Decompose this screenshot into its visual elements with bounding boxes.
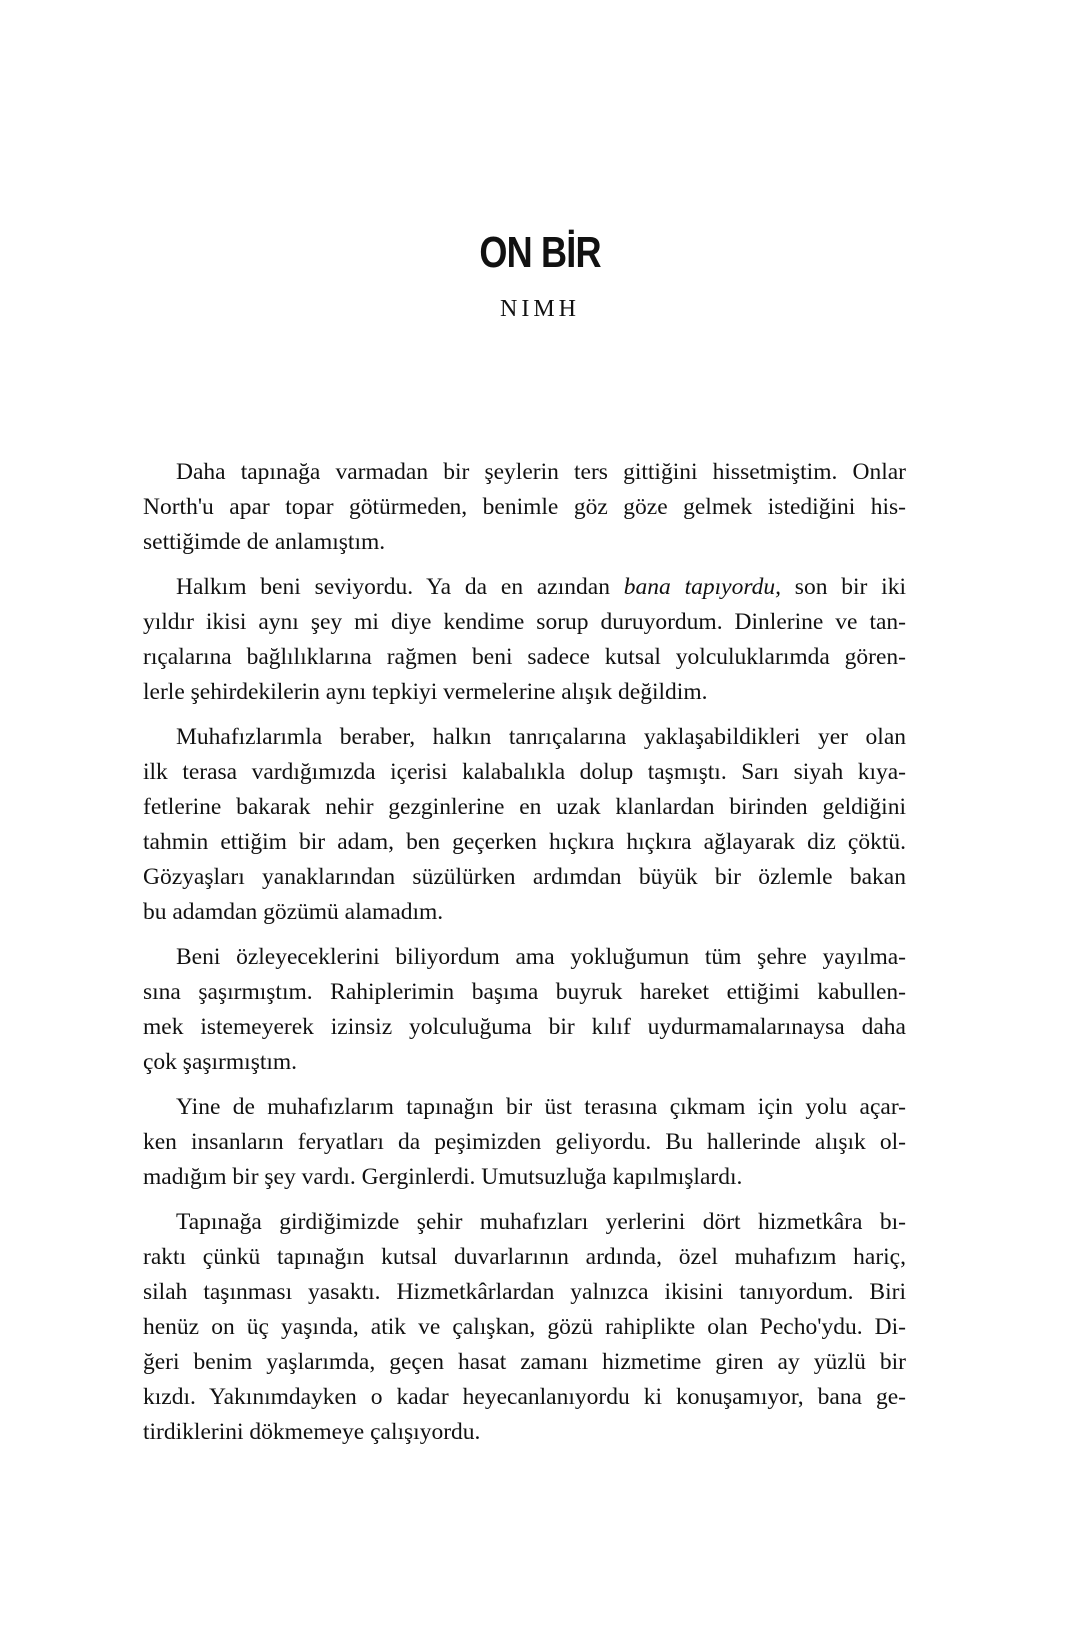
text-line: tahmin ettiğim bir adam, ben geçerken hıçkıra hıçkıra ağlayarak diz çöktü. [143, 829, 906, 855]
paragraph [143, 1205, 906, 1450]
text-line: Yine de muhafızlarım tapınağın bir üst terasına çıkmam için yolu açar- [176, 1094, 906, 1120]
chapter-title: ON BİR [479, 228, 601, 277]
text-line: fetlerine bakarak nehir gezginlerine en uzak klanlardan birinden geldiğini [143, 794, 906, 820]
text-line: mek istemeyerek izinsiz yolculuğuma bir kılıf uydurmamalarınaysa daha [143, 1014, 906, 1040]
text-line: bu adamdan gözümü alamadım. [143, 899, 444, 925]
chapter-body [143, 455, 906, 1460]
text-line: ilk terasa vardığımızda içerisi kalabalıkla dolup taşmıştı. Sarı siyah kıya- [143, 759, 906, 785]
text-segment: son bir iki [781, 574, 906, 600]
paragraph [143, 455, 906, 560]
text-line: settiğimde de anlamıştım. [143, 529, 386, 555]
text-line: sına şaşırmıştım. Rahiplerimin başıma buyruk hareket ettiğimi kabullen- [143, 979, 906, 1005]
text-line: rıçalarına bağlılıklarına rağmen beni sadece kutsal yolculuklarımda gören- [143, 644, 906, 670]
text-segment: Halkım beni seviyordu. Ya da en azından [176, 574, 624, 600]
paragraph [143, 570, 906, 710]
italic-emphasis: bana tapıyordu, [623, 574, 781, 600]
chapter-subtitle: NIMH [500, 296, 580, 322]
text-line: ğeri benim yaşlarımda, geçen hasat zamanı hizmetime giren ay yüzlü bir [143, 1349, 906, 1375]
paragraph [143, 1090, 906, 1195]
text-line: North'u apar topar götürmeden, benimle göz göze gelmek istediğini his- [143, 494, 906, 520]
paragraph [143, 940, 906, 1080]
text-line: lerle şehirdekilerin aynı tepkiyi vermelerine alışık değildim. [143, 679, 708, 705]
text-line: ken insanların feryatları da peşimizden geliyordu. Bu hallerinde alışık ol- [143, 1129, 906, 1155]
text-line: kızdı. Yakınımdayken o kadar heyecanlanıyordu ki konuşamıyor, bana ge- [143, 1384, 906, 1410]
text-line: çok şaşırmıştım. [143, 1049, 298, 1075]
text-line: raktı çünkü tapınağın kutsal duvarlarının ardında, özel muhafızım hariç, [143, 1244, 906, 1270]
text-line: tirdiklerini dökmemeye çalışıyordu. [143, 1419, 481, 1445]
text-line: silah taşınması yasaktı. Hizmetkârlardan yalnızca ikisini tanıyordum. Biri [143, 1279, 906, 1305]
text-line: yıldır ikisi aynı şey mi diye kendime sorup duruyordum. Dinlerine ve tan- [143, 609, 906, 635]
text-line: henüz on üç yaşında, atik ve çalışkan, gözü rahiplikte olan Pecho'ydu. Di- [143, 1314, 906, 1340]
text-line: Tapınağa girdiğimizde şehir muhafızları yerlerini dört hizmetkâra bı- [176, 1209, 906, 1235]
text-line: Daha tapınağa varmadan bir şeylerin ters gittiğini hissetmiştim. Onlar [176, 459, 906, 485]
text-line: Gözyaşları yanaklarından süzülürken ardımdan büyük bir özlemle bakan [143, 864, 906, 890]
text-line: madığım bir şey vardı. Gerginlerdi. Umutsuzluğa kapılmışlardı. [143, 1164, 743, 1190]
text-line: Muhafızlarımla beraber, halkın tanrıçalarına yaklaşabildikleri yer olan [176, 724, 906, 750]
text-line [143, 570, 906, 605]
paragraph [143, 720, 906, 930]
text-line: Beni özleyeceklerini biliyordum ama yokluğumun tüm şehre yayılma- [176, 944, 906, 970]
